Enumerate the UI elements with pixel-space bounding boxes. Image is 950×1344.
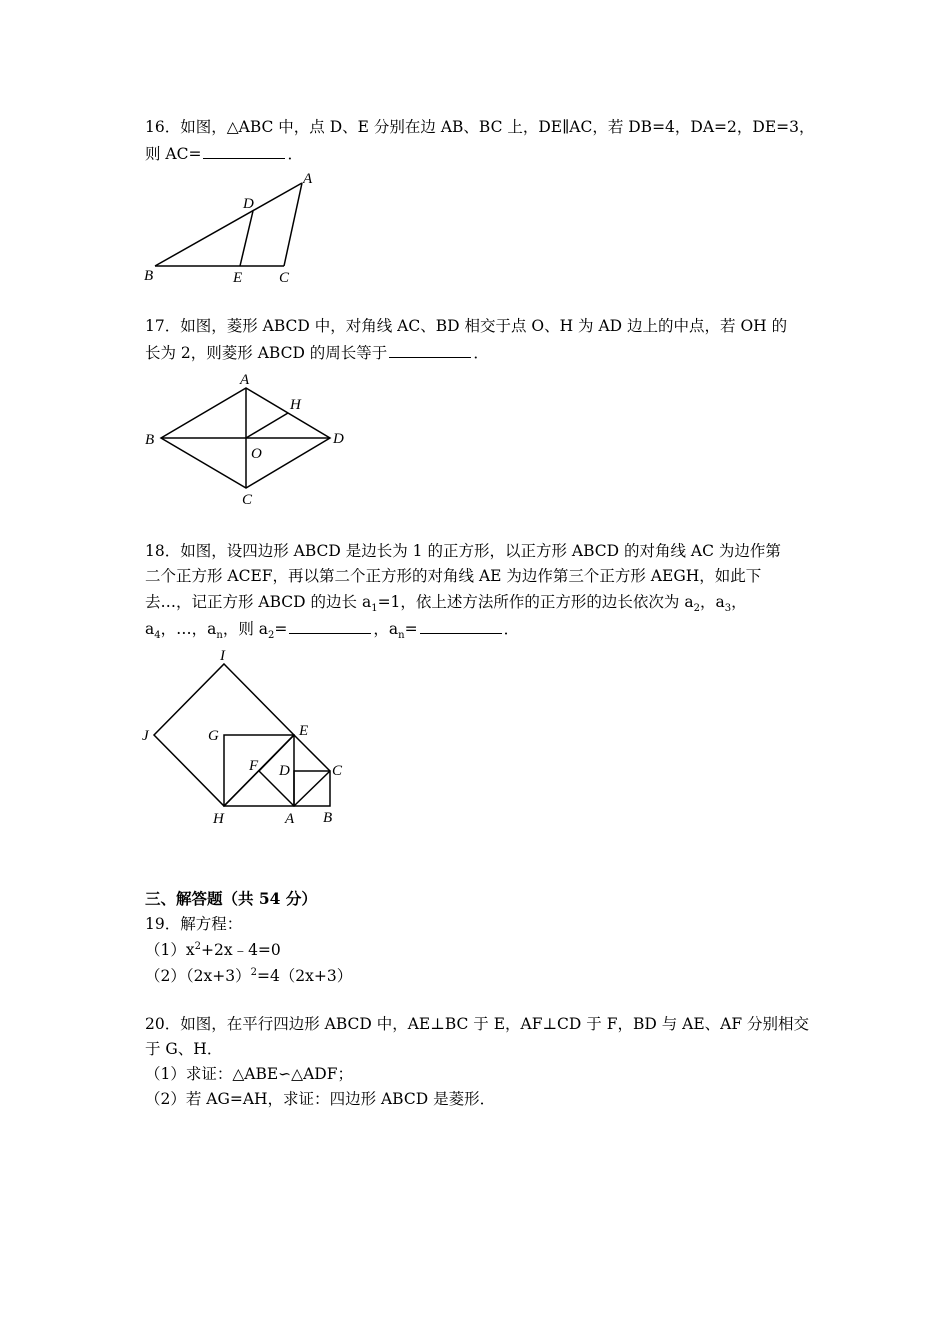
- q18-answer-blank-an: [420, 618, 502, 634]
- q19-title: 19．解方程：: [145, 915, 243, 933]
- q18-sub-3: 3: [724, 603, 732, 615]
- label-17-O: O: [251, 446, 262, 462]
- q18-sub-2: 2: [693, 603, 700, 615]
- label-18-H: H: [213, 811, 224, 827]
- q19-p2-a: （2）（2x+3）: [145, 967, 251, 985]
- q16-text-line1: 16．如图，△ABC 中，点 D、E 分别在边 AB、BC 上，DE∥AC，若 DB=4，DA=2，DE=3，: [145, 118, 815, 136]
- q17-prefix: 长为 2，则菱形 ABCD 的周长等于: [145, 344, 388, 362]
- q18-l4-d: =: [274, 620, 288, 638]
- label-17-B: B: [145, 432, 155, 448]
- q19-part2: [145, 966, 352, 986]
- q16-prefix: 则 AC=: [145, 145, 202, 163]
- segment-ba: [155, 183, 302, 266]
- label-16-A: A: [303, 171, 313, 187]
- q18-answer-blank-a2: [289, 618, 371, 634]
- label-17-D: D: [333, 431, 344, 447]
- label-18-I: I: [220, 648, 225, 664]
- label-16-C: C: [279, 270, 290, 286]
- label-17-A: A: [240, 372, 250, 388]
- q18-l4-e: ，a: [373, 620, 399, 638]
- q19-part1: [145, 940, 281, 960]
- label-17-H: H: [290, 397, 301, 413]
- label-16-B: B: [144, 268, 154, 284]
- q19-p1-a: （1）x: [145, 941, 195, 959]
- q17-text-line2: [145, 342, 489, 363]
- label-18-E: E: [299, 723, 309, 739]
- q18-l4-c: ，则 a: [222, 620, 268, 638]
- q18-l4-b: ，…，a: [160, 620, 217, 638]
- label-18-D: D: [279, 763, 290, 779]
- q16-suffix: ．: [287, 145, 303, 163]
- q19-p1-b: +2x﹣4=0: [200, 941, 281, 959]
- q18-text-line3: [145, 592, 747, 615]
- segment-de: [240, 211, 253, 266]
- diagonal-ac: [294, 771, 330, 806]
- label-17-C: C: [242, 492, 253, 508]
- q18-sub-n: n: [216, 630, 223, 642]
- label-18-F: F: [249, 758, 259, 774]
- q18-sub-n2: n: [398, 630, 405, 642]
- q18-l3-d: ，: [731, 593, 747, 611]
- label-18-J: J: [142, 728, 149, 744]
- segment-oh: [246, 413, 288, 438]
- section-3-heading: 三、解答题（共 54 分）: [145, 889, 317, 908]
- q18-text-line2: 二个正方形 ACEF，再以第二个正方形的对角线 AE 为边作第三个正方形 AEGH，如此下: [145, 567, 762, 585]
- label-18-A: A: [285, 811, 295, 827]
- q17-suffix: ．: [473, 344, 489, 362]
- q20-text-line2: 于 G、H．: [145, 1040, 223, 1058]
- label-18-G: G: [208, 728, 219, 744]
- q20-part2: （2）若 AG=AH，求证：四边形 ABCD 是菱形．: [145, 1090, 496, 1108]
- segment-ec: [294, 735, 330, 771]
- figure-16: [155, 183, 302, 266]
- q19-p2-b: =4（2x+3）: [256, 967, 353, 985]
- q17-answer-blank: [389, 342, 471, 358]
- q17-text-line1: 17．如图，菱形 ABCD 中，对角线 AC、BD 相交于点 O、H 为 AD 边上的中点，若 OH 的: [145, 317, 788, 335]
- q18-l4-f: =: [404, 620, 418, 638]
- q18-sub-4: 4: [154, 630, 161, 642]
- q19-p1-sup: 2: [194, 940, 201, 952]
- q18-l4-g: ．: [503, 620, 520, 638]
- label-18-C: C: [332, 763, 343, 779]
- q18-text-line1: 18．如图，设四边形 ABCD 是边长为 1 的正方形，以正方形 ABCD 的对角线 AC 为边作第: [145, 542, 781, 560]
- q18-l3-b: =1，依上述方法所作的正方形的边长依次为 a: [377, 593, 694, 611]
- figure-17: [161, 388, 330, 488]
- q18-l4-a: a: [145, 620, 155, 638]
- q20-part1: （1）求证：△ABE∽△ADF；: [145, 1065, 353, 1083]
- label-18-B: B: [323, 810, 333, 826]
- q18-sub-2b: 2: [268, 630, 275, 642]
- q18-sub-1: 1: [371, 603, 378, 615]
- label-16-D: D: [243, 196, 254, 212]
- q19-p2-sup: 2: [250, 966, 257, 978]
- q18-l3-a: 去…，记正方形 ABCD 的边长 a: [145, 593, 372, 611]
- segment-ac: [284, 183, 302, 266]
- label-16-E: E: [233, 270, 243, 286]
- q18-l3-c: ，a: [699, 593, 725, 611]
- q20-text-line1: 20．如图，在平行四边形 ABCD 中，AE⊥BC 于 E，AF⊥CD 于 F，BD 与 AE、AF 分别相交: [145, 1015, 810, 1033]
- q18-text-line4: [145, 618, 520, 642]
